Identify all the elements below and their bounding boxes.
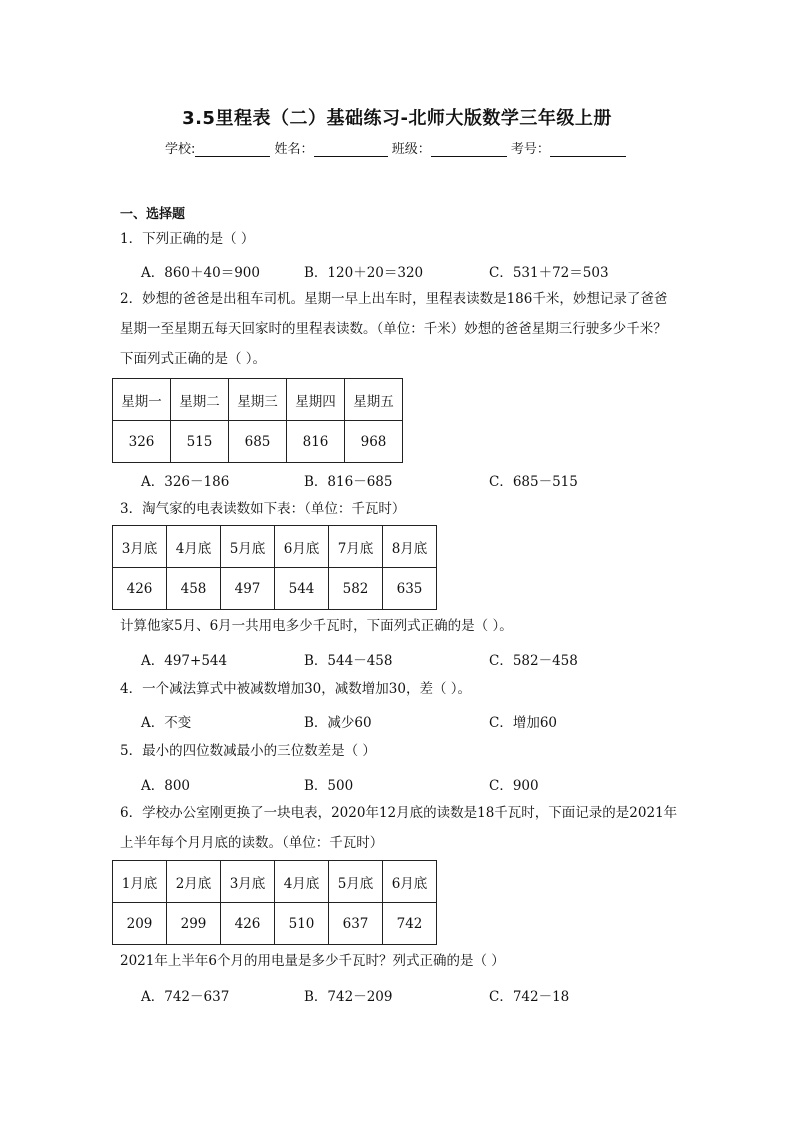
table-value-cell: 582 [329,568,383,610]
question-6-table [112,860,437,945]
table-header-cell: 2月底 [167,861,221,903]
table-header-cell: 3月底 [221,861,275,903]
question-6: 6．学校办公室刚更换了一块电表，2020年12月底的读数是18千瓦时，下面记录的是2021年上半年每个月月底的读数。（单位：千瓦时） [120,805,678,851]
section-heading: 一、选择题 [120,207,186,222]
number-label: 考号： [510,142,550,157]
table-header-cell: 6月底 [383,861,437,903]
question-2-table [112,378,403,463]
option-a[interactable]: A．497+544 [141,653,228,669]
table-value-cell: 742 [383,903,437,945]
table-header-cell: 4月底 [275,861,329,903]
table-value-cell: 426 [221,903,275,945]
table-header-row [113,379,403,421]
table-header-cell: 7月底 [329,526,383,568]
class-blank [431,142,507,157]
table-value-cell: 515 [171,421,229,463]
table-header-cell: 星期五 [345,379,403,421]
option-b[interactable]: B．816－685 [304,474,393,490]
option-c[interactable]: C．685－515 [489,474,578,490]
option-a[interactable]: A．不变 [141,715,192,731]
table-value-cell: 497 [221,568,275,610]
question-5: 5．最小的四位数减最小的三位数差是（ ） [120,743,376,759]
school-blank [195,142,270,157]
table-value-cell: 544 [275,568,329,610]
option-c[interactable]: C．增加60 [489,715,558,731]
option-a[interactable]: A．742－637 [141,989,230,1005]
table-header-cell: 4月底 [167,526,221,568]
table-value-cell: 299 [167,903,221,945]
table-value-cell: 635 [383,568,437,610]
table-header-cell: 8月底 [383,526,437,568]
table-value-cell: 685 [229,421,287,463]
option-c[interactable]: C．742－18 [489,989,570,1005]
student-info-line [165,138,626,157]
option-a[interactable]: A．860＋40＝900 [141,265,260,281]
table-value-cell: 816 [287,421,345,463]
table-header-cell: 星期四 [287,379,345,421]
table-value-cell: 426 [113,568,167,610]
question-3-table [112,525,437,610]
option-a[interactable]: A．326－186 [141,474,230,490]
table-value-cell: 510 [275,903,329,945]
table-header-cell: 5月底 [329,861,383,903]
option-a[interactable]: A．800 [141,778,191,794]
option-b[interactable]: B．500 [304,778,354,794]
table-value-cell: 968 [345,421,403,463]
question-3: 3．淘气家的电表读数如下表：（单位：千瓦时） [120,501,406,517]
table-header-cell: 星期一 [113,379,171,421]
option-c[interactable]: C．900 [489,778,539,794]
table-value-cell: 637 [329,903,383,945]
table-header-cell: 1月底 [113,861,167,903]
option-c[interactable]: C．531＋72＝503 [489,265,609,281]
name-blank [314,142,388,157]
question-2: 2．妙想的爸爸是出租车司机。星期一早上出车时，里程表读数是186千米，妙想记录了爸爸星期一至星期五每天回家时的里程表读数。（单位：千米）妙想的爸爸星期三行驶多少千米？下面列式正确的是（ ）。 [120,291,668,367]
class-label: 班级： [391,142,431,157]
table-value-cell: 458 [167,568,221,610]
option-b[interactable]: B．120＋20＝320 [304,265,424,281]
school-label: 学校: [165,142,196,157]
question-1: 1．下列正确的是（ ） [120,231,255,247]
option-c[interactable]: C．582－458 [489,653,578,669]
name-label: 姓名： [274,142,314,157]
option-b[interactable]: B．742－209 [304,989,393,1005]
number-blank [550,142,626,157]
page-title: 3.5里程表（二）基础练习-北师大版数学三年级上册 [182,108,612,129]
question-3-prompt: 计算他家5月、6月一共用电多少千瓦时，下面列式正确的是（ ）。 [120,618,513,634]
table-value-cell: 209 [113,903,167,945]
table-header-row [113,861,437,903]
table-value-row [113,421,403,463]
question-6-prompt: 2021年上半年6个月的用电量是多少千瓦时？列式正确的是（ ） [120,953,505,969]
table-header-cell: 星期二 [171,379,229,421]
table-header-row [113,526,437,568]
table-header-cell: 6月底 [275,526,329,568]
table-header-cell: 3月底 [113,526,167,568]
table-value-cell: 326 [113,421,171,463]
table-header-cell: 星期三 [229,379,287,421]
table-header-cell: 5月底 [221,526,275,568]
table-value-row [113,568,437,610]
question-4: 4．一个减法算式中被减数增加30，减数增加30，差（ ）。 [120,681,471,697]
table-value-row [113,903,437,945]
option-b[interactable]: B．减少60 [304,715,372,731]
option-b[interactable]: B．544－458 [304,653,393,669]
